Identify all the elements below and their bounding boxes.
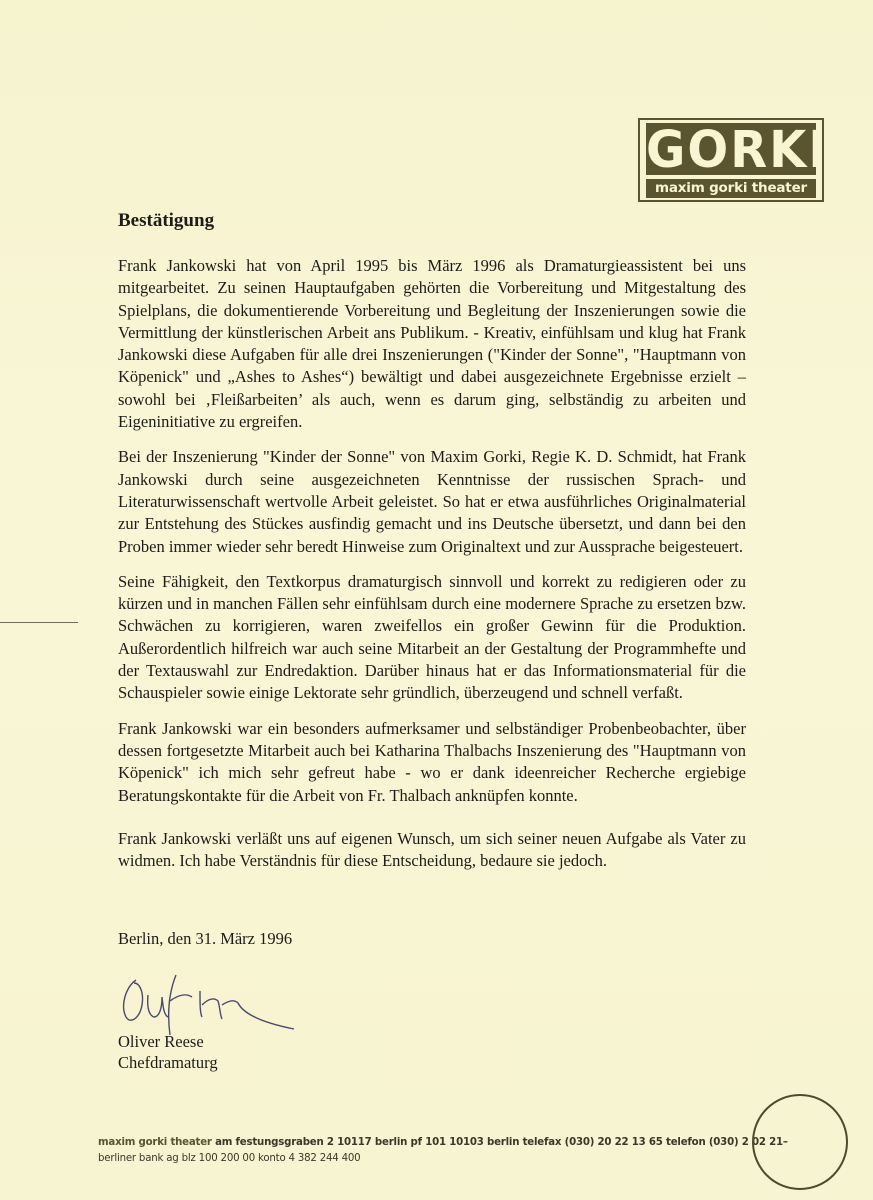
signatory-role: Chefdramaturg <box>118 1053 218 1072</box>
footer-brand: maxim gorki theater <box>98 1137 212 1148</box>
paragraph-1: Frank Jankowski hat von April 1995 bis März 1996 als Dramaturgieassistent bei uns mitgearbeitet. Zu seinen Hauptaufgaben gehörten die Vorbereitung und Mitgestaltung des Spielplans, die dokumentierende Vorbereitung und Begleitung der Inszenierungen sowie die Vermittlung der künstlerischen Arbeit ans Publikum. - Kreativ, einfühlsam und klug hat Frank Jankowski diese Aufgaben für alle drei Inszenierungen ("Kinder der Sonne", "Hauptmann von Köpenick" und „Ashes to Ashes“) bewältigt und dabei ausgezeichnete Ergebnisse erzielt – sowohl bei ‚Fleißarbeiten’ als auch, wenn es darum ging, selbständig zu arbeiten und Eigeninitiative zu ergreifen. <box>118 256 746 432</box>
document-title: Bestätigung <box>118 210 215 231</box>
footer-bank: berliner bank ag blz 100 200 00 konto 4 382 244 400 <box>98 1153 361 1164</box>
paragraph-3: Seine Fähigkeit, den Textkorpus dramaturgisch sinnvoll und korrekt zu redigieren oder zu kürzen und in manchen Fällen sehr einfühlsam durch eine modernere Sprache zu ersetzen bzw. Schwächen zu korrigieren, waren zweifellos ein großer Gewinn für die Produktion. Außerordentlich hilfreich war auch seine Mitarbeit an der Gestaltung der Programmhefte und der Textauswahl zur Endredaktion. Darüber hinaus hat er das Informationsmaterial für die Schauspieler sowie einige Lektorate sehr gründlich, überzeugend und schnell verfaßt. <box>118 571 746 703</box>
footer-address-text: am festungsgraben 2 10117 berlin pf 101 10103 berlin telefax (030) 20 22 13 65 telefon (030) 2 02 21– <box>215 1137 788 1148</box>
fold-mark <box>0 622 78 623</box>
logo-wordmark: GORKI <box>646 120 829 180</box>
letter-body <box>118 255 746 885</box>
circle-stamp <box>752 1094 848 1190</box>
paragraph-5: Frank Jankowski verläßt uns auf eigenen Wunsch, um sich seiner neuen Aufgabe als Vater zu widmen. Ich habe Verständnis für diese Entscheidung, bedaure sie jedoch. <box>118 828 746 871</box>
place-and-date: Berlin, den 31. März 1996 <box>118 929 293 948</box>
paragraph-4: Frank Jankowski war ein besonders aufmerksamer und selbständiger Probenbeobachter, über dessen fortgesetzte Mitarbeit auch bei Katharina Thalbachs Inszenierung des "Hauptmann von Köpenick" ich mich sehr gefreut habe - wo er dank ideenreicher Recherche ergiebige Beratungskontakte für die Arbeit von Fr. Thalbach anknüpfen konnte. <box>118 718 746 805</box>
logo-wordmark-block <box>646 120 829 180</box>
gorki-logo <box>638 118 829 202</box>
footer-address <box>98 1137 788 1148</box>
logo-subtitle: maxim gorki theater <box>646 179 816 198</box>
paragraph-2: Bei der Inszenierung "Kinder der Sonne" von Maxim Gorki, Regie K. D. Schmidt, hat Frank Jankowski durch seine ausgezeichneten Kenntnisse der russischen Sprach- und Literaturwissenschaft wertvolle Arbeit geleistet. So hat er etwa ausführliches Originalmaterial zur Entstehung des Stückes ausfindig gemacht und ins Deutsche übersetzt, und dann bei den Proben immer wieder sehr beredt Hinweise zum Originaltext und zur Aussprache beigesteuert. <box>118 447 746 556</box>
signatory-name: Oliver Reese <box>118 1032 204 1051</box>
